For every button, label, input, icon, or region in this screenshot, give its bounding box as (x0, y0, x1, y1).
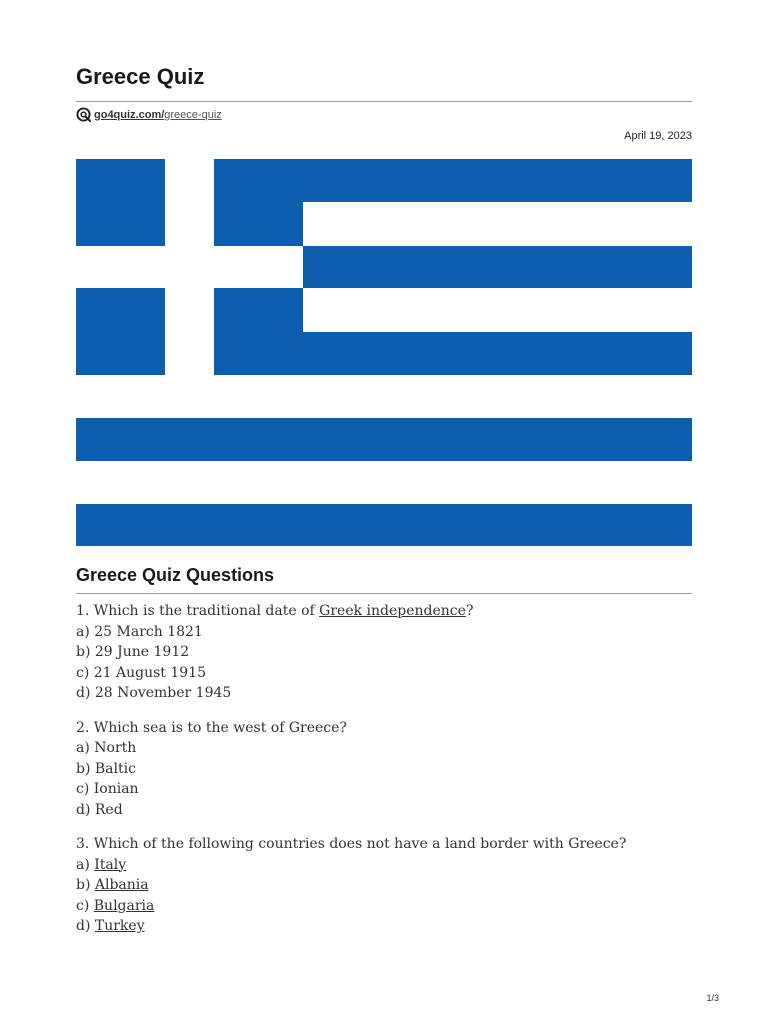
answer-option: d) Turkey (76, 918, 145, 934)
go4quiz-logo-icon (76, 107, 91, 122)
greece-flag-image (76, 159, 692, 546)
question-text: 2. Which sea is to the west of Greece? (76, 719, 347, 736)
answer-option: d) Red (76, 801, 123, 818)
answer-option: a) 25 March 1821 (76, 623, 203, 640)
question-1 (76, 601, 692, 704)
flag-stripe (76, 504, 692, 546)
answer-option: c) Bulgaria (76, 897, 155, 914)
answer-option: c) 21 August 1915 (76, 664, 207, 681)
page-number: 1/3 (706, 993, 719, 1003)
section-title: Greece Quiz Questions (76, 565, 275, 585)
answer-option: b) 29 June 1912 (76, 644, 190, 660)
answer-option: a) North (76, 740, 137, 756)
answer-option: d) 28 November 1945 (76, 685, 232, 701)
publish-date: April 19, 2023 (624, 130, 692, 142)
answer-option: a) Italy (76, 856, 127, 873)
question-text: 3. Which of the following countries does not have a land border with Greece? (76, 836, 627, 852)
turkey-link[interactable]: Turkey (94, 918, 145, 934)
answer-option: b) Baltic (76, 760, 136, 777)
page-title: Greece Quiz (76, 64, 205, 89)
bulgaria-link[interactable]: Bulgaria (93, 897, 155, 914)
albania-link[interactable]: Albania (94, 877, 149, 893)
greek-independence-link[interactable]: Greek independence (319, 603, 466, 619)
question-2 (76, 718, 692, 821)
source-path[interactable]: greece-quiz (164, 108, 222, 121)
flag-stripe (76, 418, 692, 461)
question-3 (76, 834, 692, 937)
title-divider (76, 101, 692, 102)
answer-option: c) Ionian (76, 781, 139, 797)
flag-cross-horizontal (76, 246, 303, 288)
source-link[interactable] (76, 107, 222, 122)
question-list (76, 601, 692, 951)
section-divider (76, 593, 692, 594)
question-text: 1. Which is the traditional date of Greek independence? (76, 603, 474, 619)
italy-link[interactable]: Italy (94, 856, 127, 873)
answer-option: b) Albania (76, 877, 149, 893)
source-domain[interactable]: go4quiz.com/ (94, 108, 165, 121)
